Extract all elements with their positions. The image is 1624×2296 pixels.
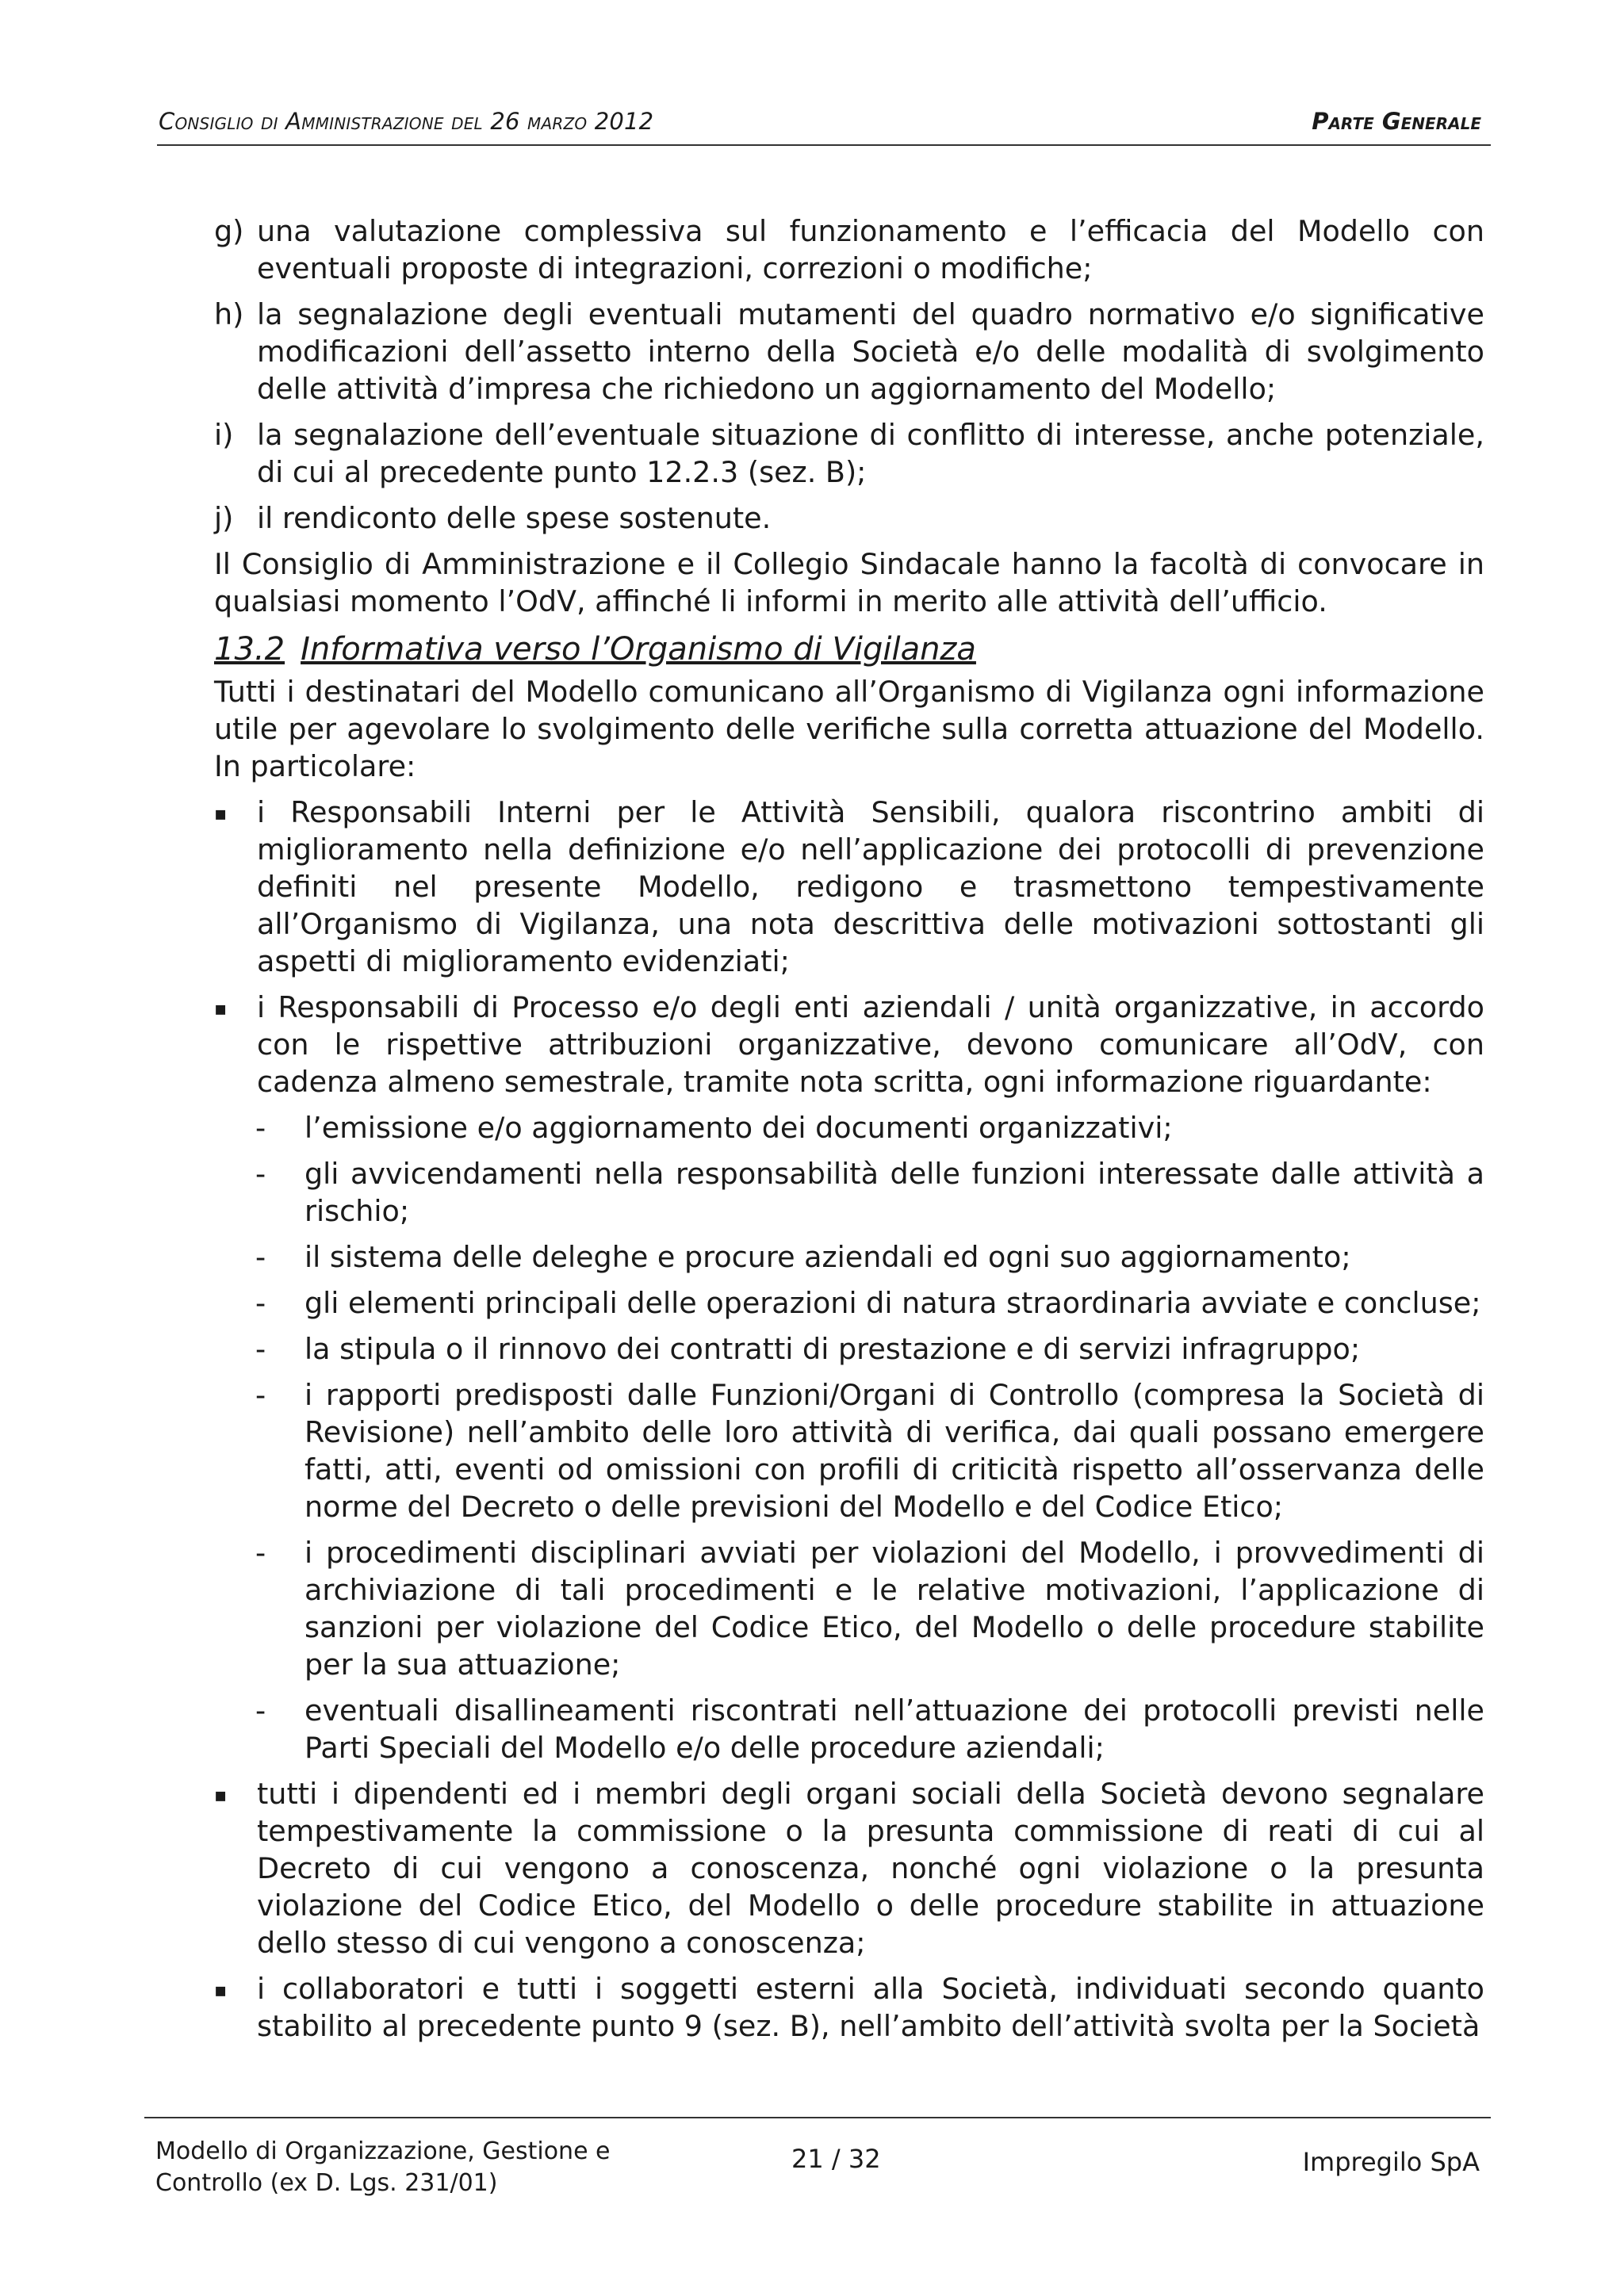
page-number: 21 / 32 bbox=[791, 2144, 881, 2174]
section-title: Informativa verso l’Organismo di Vigilanza bbox=[301, 631, 976, 668]
list-item-text: la segnalazione dell’eventuale situazione di conflitto di interesse, anche potenziale, di cui al precedente punto 12.2.3 (sez. B); bbox=[257, 418, 1484, 489]
list-item-i bbox=[214, 416, 1484, 491]
header-section: Parte Generale bbox=[1312, 108, 1481, 135]
list-item-text: una valutazione complessiva sul funzionamento e l’efficacia del Modello con eventuali proposte di integrazioni, correzioni o modifiche; bbox=[257, 214, 1484, 285]
sub-item bbox=[214, 1109, 1484, 1146]
list-marker: j) bbox=[214, 501, 234, 535]
bullet-marker: ▪ bbox=[214, 1979, 228, 2001]
sub-item-text: l’emissione e/o aggiornamento dei documenti organizzativi; bbox=[304, 1111, 1173, 1145]
bullet-text: i Responsabili Interni per le Attività Sensibili, qualora riscontrino ambiti di miglioramento nella definizione e/o nell’applicazione dei protocolli di prevenzione definiti nel presente Modello, redigono e trasmettono tempestivamente all’Organismo di Vigilanza, una nota descrittiva delle motivazioni sottostanti gli aspetti di miglioramento evidenziati; bbox=[257, 795, 1484, 978]
list-item-g bbox=[214, 212, 1484, 287]
sub-item-text: i procedimenti disciplinari avviati per violazioni del Modello, i provvedimenti di archiviazione di tali procedimenti e le relative motivazioni, l’applicazione di sanzioni per violazione del Codice Etico, del Modello o delle procedure stabilite per la sua attuazione; bbox=[304, 1536, 1484, 1682]
bullet-item bbox=[214, 1775, 1484, 1961]
header-title: Consiglio di Amministrazione del 26 marzo 2012 bbox=[159, 108, 654, 135]
page-header bbox=[157, 97, 1491, 146]
paragraph: Il Consiglio di Amministrazione e il Collegio Sindacale hanno la facoltà di convocare in qualsiasi momento l’OdV, affinché li informi in merito alle attività dell’ufficio. bbox=[214, 547, 1484, 618]
dash-marker: - bbox=[255, 1286, 266, 1320]
sub-item-text: gli avvicendamenti nella responsabilità delle funzioni interessate dalle attività a rischio; bbox=[304, 1157, 1484, 1228]
list-marker: i) bbox=[214, 418, 234, 452]
list-marker: g) bbox=[214, 214, 244, 248]
list-item-j bbox=[214, 499, 1484, 537]
dash-marker: - bbox=[255, 1378, 266, 1412]
footer-document-title bbox=[155, 2136, 611, 2199]
sub-item-text: eventuali disallineamenti riscontrati nell’attuazione dei protocolli previsti nelle Parti Speciali del Modello e/o delle procedure aziendali; bbox=[304, 1693, 1484, 1765]
bullet-marker: ▪ bbox=[214, 802, 228, 825]
list-item-text: il rendiconto delle spese sostenute. bbox=[257, 501, 772, 535]
page-content bbox=[214, 212, 1484, 2053]
sub-item-text: gli elementi principali delle operazioni di natura straordinaria avviate e concluse; bbox=[304, 1286, 1481, 1320]
dash-marker: - bbox=[255, 1332, 266, 1366]
footer-company: Impregilo SpA bbox=[1302, 2147, 1480, 2177]
list-item-text: la segnalazione degli eventuali mutamenti del quadro normativo e/o significative modificazioni dell’assetto interno della Società e/o delle modalità di svolgimento delle attività d’impresa che richiedono un aggiornamento del Modello; bbox=[257, 297, 1484, 406]
dash-marker: - bbox=[255, 1111, 266, 1145]
bullet-item bbox=[214, 989, 1484, 1100]
sub-item bbox=[214, 1376, 1484, 1525]
bullet-text: i Responsabili di Processo e/o degli enti aziendali / unità organizzative, in accordo con le rispettive attribuzioni organizzative, devono comunicare all’OdV, con cadenza almeno semestrale, tramite nota scritta, ogni informazione riguardante: bbox=[257, 990, 1484, 1099]
sub-item bbox=[214, 1534, 1484, 1683]
bullet-text: i collaboratori e tutti i soggetti esterni alla Società, individuati secondo quanto stabilito al precedente punto 9 (sez. B), nell’ambito dell’attività svolta per la Società bbox=[257, 1972, 1484, 2043]
dash-marker: - bbox=[255, 1536, 266, 1570]
bullet-item bbox=[214, 794, 1484, 980]
dash-marker: - bbox=[255, 1157, 266, 1191]
sub-item bbox=[214, 1330, 1484, 1368]
sub-item-text: la stipula o il rinnovo dei contratti di prestazione e di servizi infragruppo; bbox=[304, 1332, 1361, 1366]
sub-item-text: i rapporti predisposti dalle Funzioni/Organi di Controllo (compresa la Società di Revisione) nell’ambito delle loro attività di verifica, dai quali possano emergere fatti, atti, eventi od omissioni con profili di criticità rispetto all’osservanza delle norme del Decreto o delle previsioni del Modello e del Codice Etico; bbox=[304, 1378, 1484, 1524]
sub-item bbox=[214, 1155, 1484, 1230]
list-marker: h) bbox=[214, 297, 244, 331]
footer-title-line: Controllo (ex D. Lgs. 231/01) bbox=[155, 2169, 498, 2197]
bullet-item bbox=[214, 1970, 1484, 2045]
paragraph: Tutti i destinatari del Modello comunicano all’Organismo di Vigilanza ogni informazione utile per agevolare lo svolgimento delle verifiche sulla corretta attuazione del Modello. In particolare: bbox=[214, 675, 1484, 783]
sub-item-text: il sistema delle deleghe e procure aziendali ed ogni suo aggiornamento; bbox=[304, 1240, 1351, 1274]
bullet-marker: ▪ bbox=[214, 997, 228, 1020]
bullet-text: tutti i dipendenti ed i membri degli organi sociali della Società devono segnalare tempestivamente la commissione o la presunta commissione di reati di cui al Decreto di cui vengono a conoscenza, nonché ogni violazione o la presunta violazione del Codice Etico, del Modello o delle procedure stabilite in attuazione dello stesso di cui vengono a conoscenza; bbox=[257, 1777, 1484, 1960]
section-heading bbox=[214, 629, 1484, 670]
dash-marker: - bbox=[255, 1240, 266, 1274]
bullet-marker: ▪ bbox=[214, 1784, 228, 1806]
sub-item bbox=[214, 1284, 1484, 1322]
dash-marker: - bbox=[255, 1693, 266, 1728]
footer-title-line: Modello di Organizzazione, Gestione e bbox=[155, 2137, 611, 2165]
page-footer bbox=[144, 2117, 1491, 2206]
section-number: 13.2 bbox=[214, 631, 285, 668]
sub-item bbox=[214, 1238, 1484, 1276]
sub-item bbox=[214, 1692, 1484, 1766]
list-item-h bbox=[214, 296, 1484, 408]
